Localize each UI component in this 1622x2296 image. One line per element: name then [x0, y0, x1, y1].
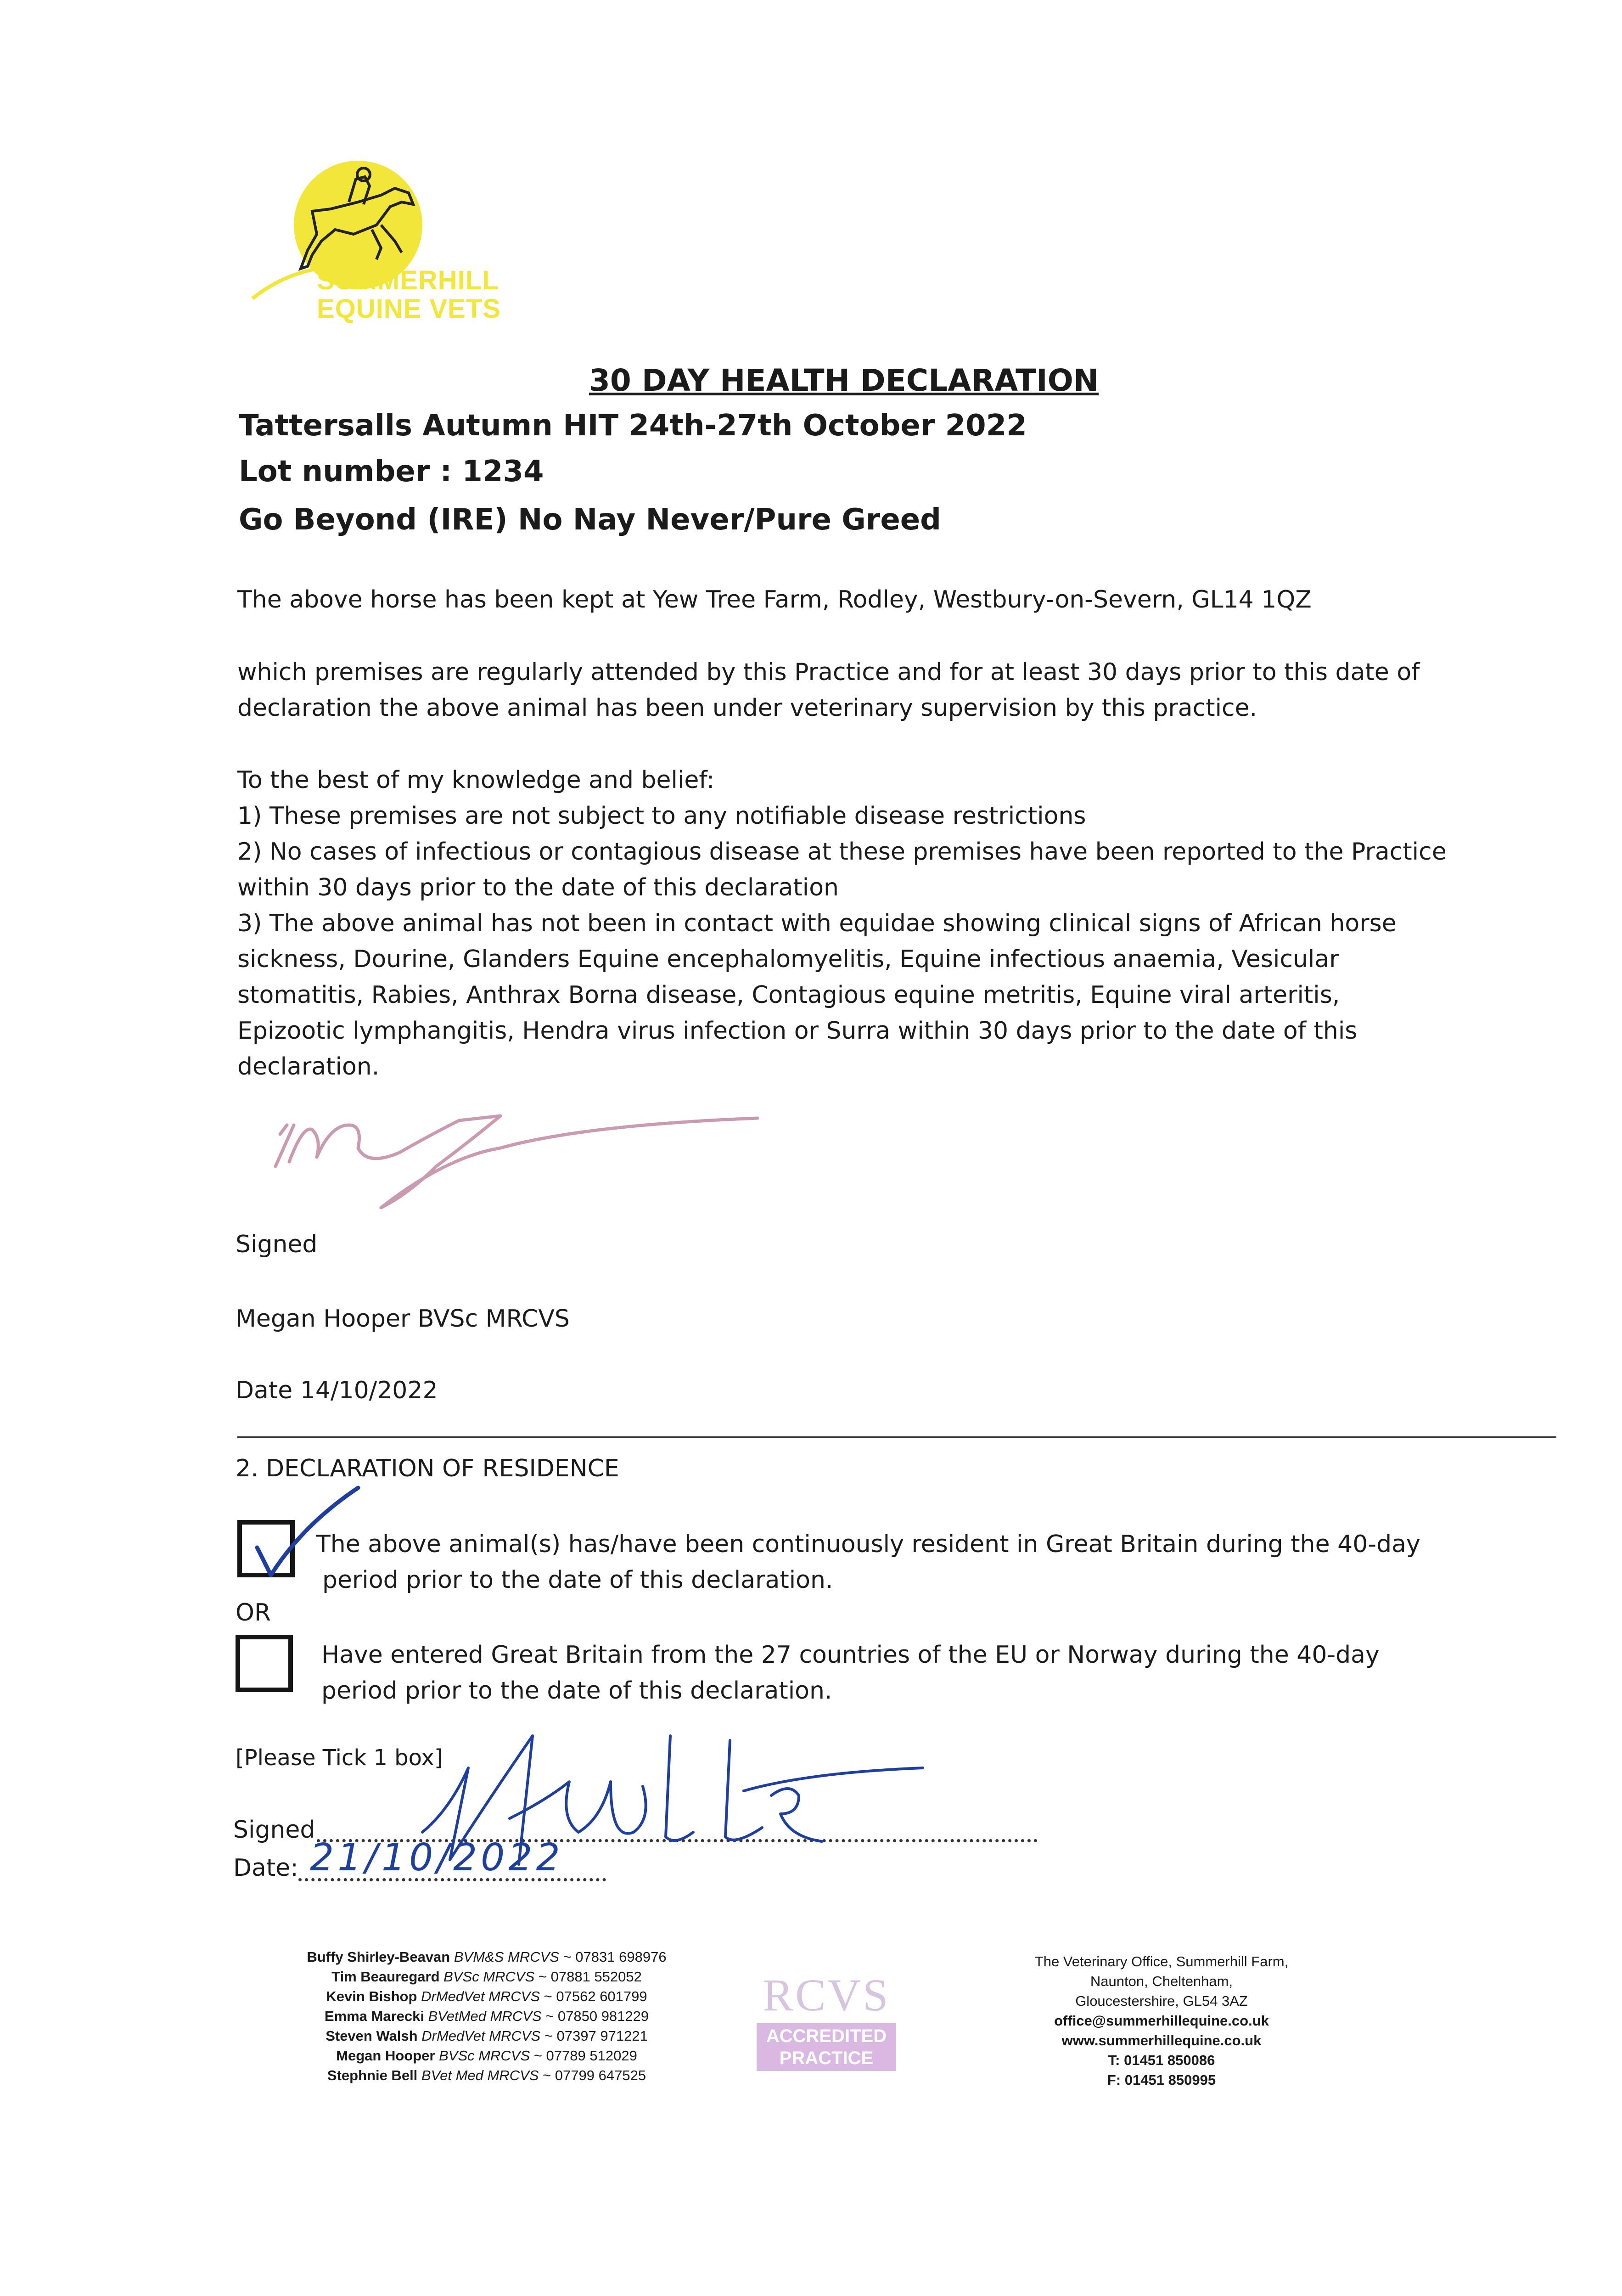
rcvs-badge-line: PRACTICE [779, 2048, 874, 2068]
staff-phone: ~ 07397 971221 [544, 2028, 648, 2044]
conditions-list [237, 762, 1447, 1085]
resident-option-line: period prior to the date of this declaration. [322, 1566, 833, 1594]
staff-phone: ~ 07850 981229 [545, 2008, 649, 2024]
staff-row [257, 2046, 716, 2065]
staff-row [257, 2006, 716, 2026]
staff-qualifications: BVet Med MRCVS [421, 2067, 539, 2083]
staff-phone: ~ 07881 552052 [538, 1969, 642, 1985]
staff-name: Steven Walsh [326, 2028, 418, 2044]
staff-name: Emma Marecki [324, 2008, 424, 2024]
condition-line: within 30 days prior to the date of this declaration [237, 874, 839, 901]
logo-text-line2: EQUINE VETS [317, 294, 501, 324]
resident-option-line: The above animal(s) has/have been continuously resident in Great Britain during the 40-day [316, 1531, 1420, 1558]
staff-row [257, 2026, 716, 2046]
office-line: Gloucestershire, GL54 3AZ [1075, 1993, 1248, 2009]
supervision-line: which premises are regularly attended by this Practice and for at least 30 days prior to this date of [237, 658, 1420, 686]
entered-eu-option-line: Have entered Great Britain from the 27 countries of the EU or Norway during the 40-day [321, 1641, 1380, 1669]
staff-row [257, 1967, 716, 1986]
staff-qualifications: BVSc MRCVS [443, 1969, 535, 1985]
staff-qualifications: BVSc MRCVS [439, 2048, 530, 2064]
entered-eu-option-line: period prior to the date of this declaration. [321, 1677, 832, 1705]
vet-signed-label: Signed [236, 1231, 318, 1258]
condition-line: Epizootic lymphangitis, Hendra virus infection or Surra within 30 days prior to the date of this [237, 1017, 1358, 1045]
supervision-line: declaration the above animal has been under veterinary supervision by this practice. [237, 694, 1257, 722]
rcvs-badge [757, 2023, 896, 2071]
conditions-intro: To the best of my knowledge and belief: [237, 766, 715, 794]
office-line: The Veterinary Office, Summerhill Farm, [1034, 1953, 1289, 1970]
condition-line: stomatitis, Rabies, Anthrax Borna disease, Contagious equine metritis, Equine viral arteritis, [237, 981, 1340, 1009]
entered-eu-option-text [321, 1637, 1380, 1709]
vet-declaration-date: Date 14/10/2022 [236, 1377, 438, 1404]
staff-phone: ~ 07799 647525 [543, 2067, 646, 2083]
entered-eu-checkbox[interactable] [236, 1635, 293, 1692]
staff-qualifications: BVetMed MRCVS [428, 2008, 542, 2024]
practice-logo [243, 161, 519, 326]
rcvs-mark: RCVS [763, 1970, 890, 2020]
section-divider [237, 1436, 1556, 1438]
horse-name: Go Beyond (IRE) No Nay Never/Pure Greed [239, 503, 941, 537]
condition-line: 2) No cases of infectious or contagious disease at these premises have been reported to the Practice [237, 838, 1447, 866]
handwritten-date: 21/10/2022 [310, 1836, 564, 1880]
staff-name: Kevin Bishop [326, 1988, 417, 2004]
kept-at-statement: The above horse has been kept at Yew Tree Farm, Rodley, Westbury-on-Severn, GL14 1QZ [237, 586, 1312, 613]
staff-name: Megan Hooper [336, 2048, 435, 2064]
office-website[interactable]: www.summerhillequine.co.uk [1061, 2032, 1262, 2048]
office-address [955, 1952, 1368, 2090]
staff-name: Tim Beauregard [331, 1969, 440, 1985]
staff-name: Buffy Shirley-Beavan [307, 1949, 450, 1965]
tick-instruction: [Please Tick 1 box] [236, 1745, 443, 1771]
staff-phone: ~ 07562 601799 [544, 1988, 647, 2004]
vet-signature [262, 1097, 771, 1217]
staff-row [257, 1986, 716, 2006]
condition-line: declaration. [237, 1053, 380, 1080]
owner-signed-label: Signed [233, 1816, 315, 1844]
staff-qualifications: DrMedVet MRCVS [421, 2028, 541, 2044]
logo-text-line1: SUMMERHILL [317, 265, 499, 295]
rcvs-badge-line: ACCREDITED [766, 2026, 887, 2046]
staff-phone: ~ 07789 512029 [533, 2048, 637, 2064]
office-line: Naunton, Cheltenham, [1090, 1973, 1233, 1989]
event-heading: Tattersalls Autumn HIT 24th-27th October 2022 [239, 409, 1027, 443]
office-fax: F: 01451 850995 [1107, 2072, 1216, 2088]
rcvs-accreditation [753, 1970, 900, 2076]
condition-line: sickness, Dourine, Glanders Equine encephalomyelitis, Equine infectious anaemia, Vesicular [237, 945, 1339, 973]
staff-qualifications: DrMedVet MRCVS [421, 1988, 540, 2004]
condition-line: 1) These premises are not subject to any notifiable disease restrictions [237, 802, 1086, 830]
residence-heading: 2. DECLARATION OF RESIDENCE [236, 1455, 619, 1482]
or-label: OR [236, 1599, 271, 1626]
resident-option-text [316, 1526, 1420, 1598]
staff-phone: ~ 07831 698976 [563, 1949, 667, 1965]
owner-date-label: Date: [233, 1854, 298, 1882]
staff-row [257, 1947, 716, 1967]
lot-number: Lot number : 1234 [239, 455, 544, 489]
staff-name: Stephnie Bell [327, 2067, 418, 2083]
staff-row [257, 2065, 716, 2085]
office-email[interactable]: office@summerhillequine.co.uk [1054, 2013, 1269, 2029]
condition-line: 3) The above animal has not been in contact with equidae showing clinical signs of African horse [237, 910, 1397, 937]
vet-name: Megan Hooper BVSc MRCVS [236, 1305, 570, 1333]
staff-qualifications: BVM&S MRCVS [454, 1949, 559, 1965]
staff-list [257, 1947, 716, 2085]
supervision-paragraph [237, 654, 1420, 726]
office-telephone: T: 01451 850086 [1108, 2052, 1215, 2068]
document-title: 30 DAY HEALTH DECLARATION [589, 363, 1099, 398]
